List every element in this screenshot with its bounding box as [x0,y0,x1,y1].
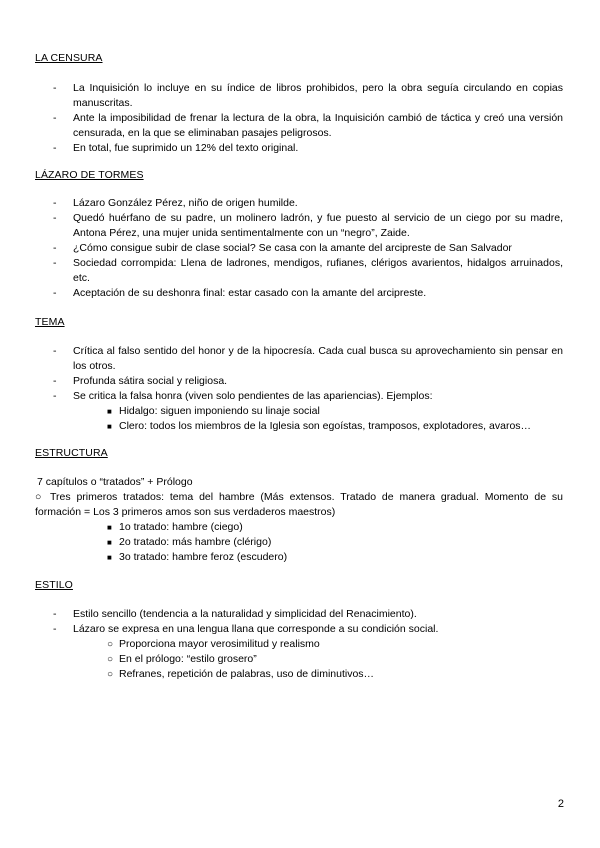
estructura-paragraph: ○ Tres primeros tratados: tema del hambre (Más extensos. Tratado de manera gradual. Momento de su formación = Los 3 primeros amos son sus verdaderos maestros) [35,491,563,518]
square-bullet-icon: ■ [107,553,112,562]
list-item: - Quedó huérfano de su padre, un molinero ladrón, y fue puesto al servicio de un ciego por su madre, Antona Pérez, una mujer unida sentimentalmente con un “negro”, Zaide. [53,212,563,239]
sub-item: ○ Proporciona mayor verosimilitud y realismo [107,638,320,650]
square-bullet-icon: ■ [107,523,112,532]
sub-item: ■ Hidalgo: siguen imponiendo su linaje social [107,405,320,417]
circle-bullet-icon: ○ [107,669,114,680]
sub-item: ■ 2o tratado: más hambre (clérigo) [107,536,272,548]
square-bullet-icon: ■ [107,407,112,416]
dash-bullet: - [53,375,57,387]
list-item: - La Inquisición lo incluye en su índice de libros prohibidos, pero la obra seguía circulando en copias manuscritas. [53,82,563,109]
circle-bullet-icon: ○ [107,639,114,650]
lazaro-list [0,196,600,301]
list-item: - Sociedad corrompida: Llena de ladrones, mendigos, rufianes, clérigos avarientos, hidalgos arruinados, etc. [53,257,563,284]
dash-bullet: - [53,242,57,254]
list-item: - Lázaro González Pérez, niño de origen humilde. [53,197,298,209]
circle-bullet-icon: ○ [107,654,114,665]
list-item: - Estilo sencillo (tendencia a la naturalidad y simplicidad del Renacimiento). [53,608,417,620]
sub-item: ○ En el prólogo: “estilo grosero” [107,653,257,665]
square-bullet-icon: ■ [107,538,112,547]
estructura-sublist [0,520,600,565]
estructura-intro: 7 capítulos o “tratados” + Prólogo [37,476,193,488]
sub-item: ■ 3o tratado: hambre feroz (escudero) [107,551,288,563]
list-item: - ¿Cómo consigue subir de clase social? Se casa con la amante del arcipreste de San Salvador [53,242,512,254]
list-item: - Se critica la falsa honra (viven solo pendientes de las apariencias). Ejemplos: [53,390,433,402]
sub-item: ■ Clero: todos los miembros de la Iglesia son egoístas, tramposos, explotadores, avaros… [107,420,532,432]
dash-bullet: - [53,112,57,124]
dash-bullet: - [53,623,57,635]
list-item: - En total, fue suprimido un 12% del texto original. [53,142,299,154]
dash-bullet: - [53,390,57,402]
dash-bullet: - [53,345,57,357]
square-bullet-icon: ■ [107,422,112,431]
list-item: - Lázaro se expresa en una lengua llana que corresponde a su condición social. [53,623,439,635]
list-item: - Crítica al falso sentido del honor y de la hipocresía. Cada cual busca su aprovechamiento sin pensar en los otros. [53,345,563,372]
dash-bullet: - [53,608,57,620]
list-item: - Ante la imposibilidad de frenar la lectura de la obra, la Inquisición cambió de táctica y creó una versión censurada, en la que se eliminaban pasajes peligrosos. [53,112,563,139]
sub-item: ■ 1o tratado: hambre (ciego) [107,521,243,533]
heading-censura: LA CENSURA [35,52,103,64]
sub-item: ○ Refranes, repetición de palabras, uso de diminutivos… [107,668,375,680]
dash-bullet: - [53,257,57,269]
list-item: - Aceptación de su deshonra final: estar casado con la amante del arcipreste. [53,287,427,299]
page-number: 2 [557,798,564,810]
censura-list [0,81,600,156]
dash-bullet: - [53,287,57,299]
list-item: - Profunda sátira social y religiosa. [53,375,228,387]
dash-bullet: - [53,142,57,154]
heading-tema: TEMA [35,316,65,328]
heading-lazaro: LÁZARO DE TORMES [35,169,144,181]
heading-estilo: ESTILO [35,579,73,591]
dash-bullet: - [53,197,57,209]
tema-list [0,344,600,434]
dash-bullet: - [53,82,57,94]
dash-bullet: - [53,212,57,224]
heading-estructura: ESTRUCTURA [35,447,108,459]
estilo-list [0,607,600,682]
